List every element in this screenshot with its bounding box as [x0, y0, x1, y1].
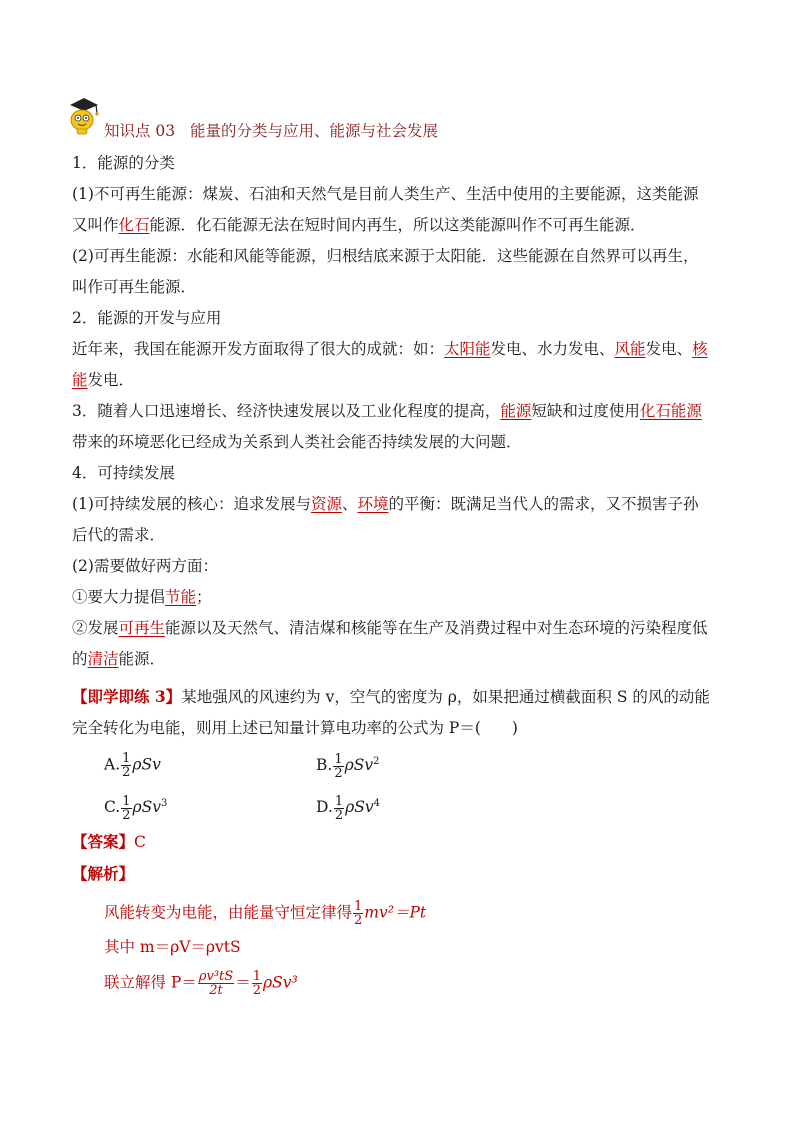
fill-fossil: 化石 [118, 216, 150, 234]
option-d: D. $\frac{1}{2}$ ρSv$^4$ [316, 793, 380, 823]
option-c: C. $\frac{1}{2}$ ρSv$^3$ [104, 793, 168, 823]
s4-c1-pre: ①要大力提倡 [72, 588, 166, 606]
s3-mid: 短缺和过度使用 [531, 402, 640, 420]
answer-tag: 【答案】 [72, 832, 135, 851]
analysis-line-2: 其中 m＝ρV＝ρvtS [104, 938, 241, 956]
fill-wind: 风能 [614, 340, 646, 358]
s4-c2-pre: ②发展 [72, 619, 119, 637]
s4-c1 [72, 587, 212, 607]
s3-line2: 带来的环境恶化已经成为关系到人类社会能否持续发展的大问题． [72, 433, 522, 451]
fill-nuclear-a: 核 [692, 340, 708, 358]
frac-half: $\frac{1}{2}$ [334, 751, 343, 781]
scholar-mascot-icon [66, 96, 102, 136]
frac-half: $\frac{1}{2}$ [334, 793, 344, 823]
s4-p1 [72, 494, 699, 514]
analysis-tag: 【解析】 [72, 864, 135, 883]
header-prefix: 知识点 03 [104, 122, 176, 140]
s4-c1-post: ； [196, 588, 212, 606]
s2-post: 发电． [87, 371, 135, 389]
s4-p2: (2)需要做好两方面： [72, 557, 218, 575]
s2-mid2: 发电、 [645, 340, 693, 358]
s4-c3 [72, 649, 165, 669]
s4-p1-pre: (1)可持续发展的核心：追求发展与 [72, 495, 311, 513]
fill-solar: 太阳能 [444, 340, 491, 358]
s4-heading: 4．可持续发展 [72, 464, 175, 482]
frac-half: $\frac{1}{2}$ [122, 751, 131, 780]
exercise-q2: 完全转化为电能，则用上述已知量计算电功率的公式为 P＝( ) [72, 719, 518, 737]
analysis-line-3: 联立解得 P＝ $\frac{\text{ρv³tS}}{2t}$ ＝ $\frac{1}{2}$ ρSv³ [104, 969, 298, 998]
fill-fossil-energy: 化石能源 [639, 402, 702, 420]
s2-p1 [72, 339, 708, 359]
frac-half: $\frac{1}{2}$ [252, 969, 261, 998]
s4-c2-post: 能源以及天然气、清洁煤和核能等在生产及消费过程中对生态环境的污染程度低 [165, 619, 708, 637]
option-a: A. $\frac{1}{2}$ ρSv [104, 751, 161, 780]
header-title: 能量的分类与应用、能源与社会发展 [189, 122, 438, 140]
s1-p2b: 叫作可再生能源． [72, 278, 197, 296]
section-header [104, 121, 438, 141]
s1-p1b-post: 能源．化石能源无法在短时间内再生，所以这类能源叫作不可再生能源． [149, 216, 646, 234]
s4-p1-post: 的平衡：既满足当代人的需求，又不损害子孙 [388, 495, 699, 513]
exercise-tag: 【即学即练 3】 [72, 687, 182, 706]
analysis-line-1: 风能转变为电能，由能量守恒定律得 $\frac{1}{2}$ mv²＝Pt [104, 899, 427, 928]
s4-sep: 、 [341, 495, 358, 513]
s1-heading: 1．能源的分类 [72, 154, 175, 172]
s3-pre: 3．随着人口迅速增长、经济快速发展以及工业化程度的提高， [72, 402, 501, 420]
option-b: B. $\frac{1}{2}$ ρSv$^2$ [316, 751, 380, 781]
exercise-q1 [72, 687, 710, 707]
s1-p1b [72, 215, 646, 235]
s1-p1a: (1)不可再生能源：煤炭、石油和天然气是目前人类生产、生活中使用的主要能源，这类能源 [72, 185, 699, 203]
s2-mid1: 发电、水力发电、 [490, 340, 615, 358]
s4-c2 [72, 618, 708, 638]
s3-line1 [72, 401, 702, 421]
s1-p1b-pre: 又叫作 [72, 216, 119, 234]
fill-environment: 环境 [357, 495, 389, 513]
frac-power: $\frac{\text{ρv³tS}}{2t}$ [198, 969, 234, 998]
s2-p1b [72, 370, 134, 390]
s4-c3-post: 能源． [118, 650, 166, 668]
s2-p1-pre: 近年来，我国在能源开发方面取得了很大的成就：如： [72, 340, 445, 358]
frac-half: $\frac{1}{2}$ [122, 793, 131, 823]
s4-c3-pre: 的 [72, 650, 88, 668]
answer-value: C [134, 833, 146, 851]
fill-clean: 清洁 [87, 650, 119, 668]
fill-resources: 资源 [310, 495, 342, 513]
answer-line [72, 832, 146, 852]
fill-renewable: 可再生 [118, 619, 166, 637]
frac-half: $\frac{1}{2}$ [354, 899, 363, 928]
fill-energy: 能源 [500, 402, 532, 420]
fill-nuclear-b: 能 [72, 371, 88, 389]
s1-p2a: (2)可再生能源：水能和风能等能源，归根结底来源于太阳能．这些能源在自然界可以再生， [72, 247, 699, 265]
s2-heading: 2．能源的开发与应用 [72, 309, 222, 327]
exercise-q1-text: 某地强风的风速约为 v，空气的密度为 ρ，如果把通过横截面积 S 的风的动能 [181, 688, 710, 706]
s4-p1b: 后代的需求． [72, 526, 166, 544]
fill-energy-saving: 节能 [165, 588, 197, 606]
